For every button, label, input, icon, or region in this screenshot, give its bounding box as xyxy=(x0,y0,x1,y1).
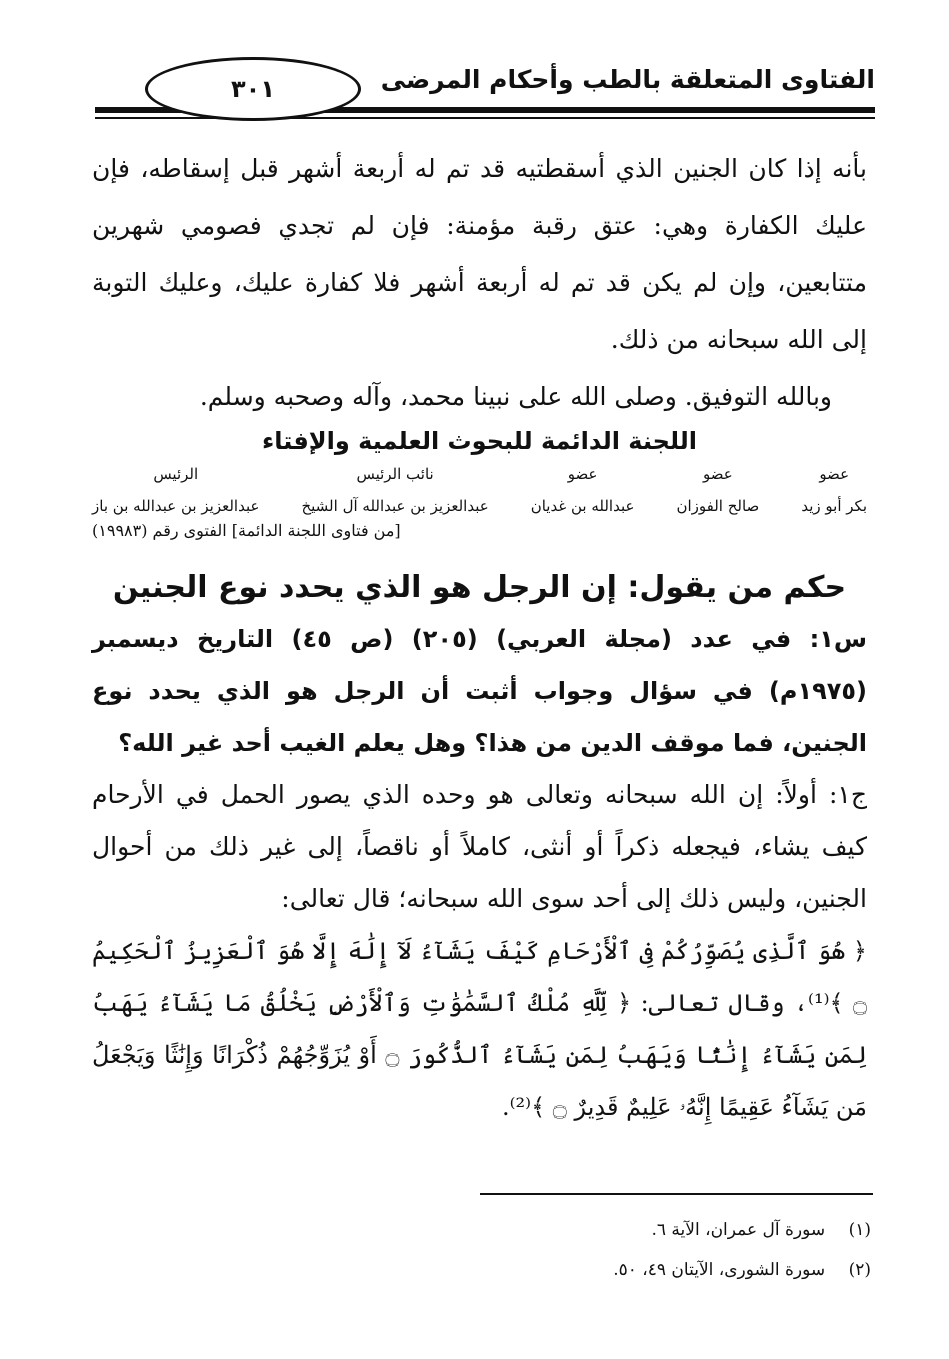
member-name: عبدالعزيز بن عبدالله بن باز xyxy=(92,497,260,515)
member-name: بكر أبو زيد xyxy=(801,497,867,515)
footnote xyxy=(91,1210,871,1250)
running-title: الفتاوى المتعلقة بالطب وأحكام المرضى xyxy=(380,65,875,94)
fatwa-reference: [من فتاوى اللجنة الدائمة] الفتوى رقم (١٩٩٨٣) xyxy=(92,521,401,540)
member-name: عبدالعزيز بن عبدالله آل الشيخ xyxy=(301,497,489,515)
member xyxy=(801,465,867,515)
footnote-text: سورة آل عمران، الآية ٦. xyxy=(651,1220,826,1240)
member-role: عضو xyxy=(567,465,598,483)
committee-title: اللجنة الدائمة للبحوث العلمية والإفتاء xyxy=(262,427,697,455)
member-role: عضو xyxy=(819,465,850,483)
main-content xyxy=(92,140,867,1133)
member xyxy=(531,465,635,515)
footnotes xyxy=(91,1210,871,1290)
member-name: صالح الفوزان xyxy=(676,497,760,515)
footnote xyxy=(91,1250,871,1290)
paragraph-1: بأنه إذا كان الجنين الذي أسقطتيه قد تم له أربعة أشهر قبل إسقاطه، فإن عليك الكفارة وهي: عتق رقبة مؤمنة: فإن لم تجدي فصومي شهرين متتابعين، وإن لم يكن قد تم له أربعة أشهر فلا كفارة عليك، وعليك التوبة إلى الله سبحانه من ذلك. xyxy=(92,154,867,354)
member-role: الرئيس xyxy=(153,465,199,483)
member xyxy=(92,465,259,515)
quran-verses: ﴿ هُوَ ٱلَّذِى يُصَوِّرُكُمْ فِى ٱلْأَرْحَامِ كَيْفَ يَشَآءُ لَآ إِلَٰهَ إِلَّا هُوَ ٱلْعَزِيزُ ٱلْحَكِيمُ ۝ ﴾⁽¹⁾، وقال تعالى: ﴿ لِّلَّهِ مُلْكُ ٱلسَّمَٰوَٰتِ وَٱلْأَرْضِ يَخْلُقُ مَا يَشَآءُ يَهَبُ لِمَن يَشَآءُ إِنَٰثًا وَيَهَبُ لِمَن يَشَآءُ ٱلذُّكُورَ ۝ أَوْ يُزَوِّجُهُمْ ذُكْرَانًا وَإِنَٰثًا وَيَجْعَلُ مَن يَشَآءُ عَقِيمًا إِنَّهُۥ عَلِيمٌ قَدِيرٌ ۝ ﴾⁽²⁾. xyxy=(92,937,867,1121)
member xyxy=(301,465,488,515)
page-header xyxy=(95,55,875,125)
footnote-number: (١) xyxy=(848,1220,871,1240)
page-number: ٣٠١ xyxy=(145,57,361,121)
footnote-number: (٢) xyxy=(848,1260,871,1280)
member-name: عبدالله بن غديان xyxy=(530,497,635,515)
member-role: عضو xyxy=(703,465,733,483)
question-text: س١: في عدد (مجلة العربي) (٢٠٥) (ص ٤٥) التاريخ ديسمبر (١٩٧٥م) في سؤال وجواب أثبت أن الرجل هو الذي يحدد نوع الجنين، فما موقف الدين من هذا؟ وهل يعلم الغيب أحد غير الله؟ xyxy=(92,625,868,757)
section-title: حكم من يقول: إن الرجل هو الذي يحدد نوع الجنين xyxy=(112,570,847,605)
committee-members xyxy=(92,465,867,515)
answer-text: ج١: أولاً: إن الله سبحانه وتعالى هو وحده الذي يصور الحمل في الأرحام كيف يشاء، فيجعله ذكراً أو أنثى، كاملاً أو ناقصاً، إلى غير ذلك من أحوال الجنين، وليس ذلك إلى أحد سوى الله سبحانه؛ قال تعالى: xyxy=(92,780,867,913)
footnote-rule xyxy=(480,1193,873,1195)
member-role: نائب الرئيس xyxy=(356,465,434,483)
paragraph-closing: وبالله التوفيق. وصلى الله على نبينا محمد، وآله وصحبه وسلم. xyxy=(199,382,832,411)
member xyxy=(676,465,759,515)
footnote-text: سورة الشورى، الآيتان ٤٩، ٥٠. xyxy=(613,1260,826,1280)
